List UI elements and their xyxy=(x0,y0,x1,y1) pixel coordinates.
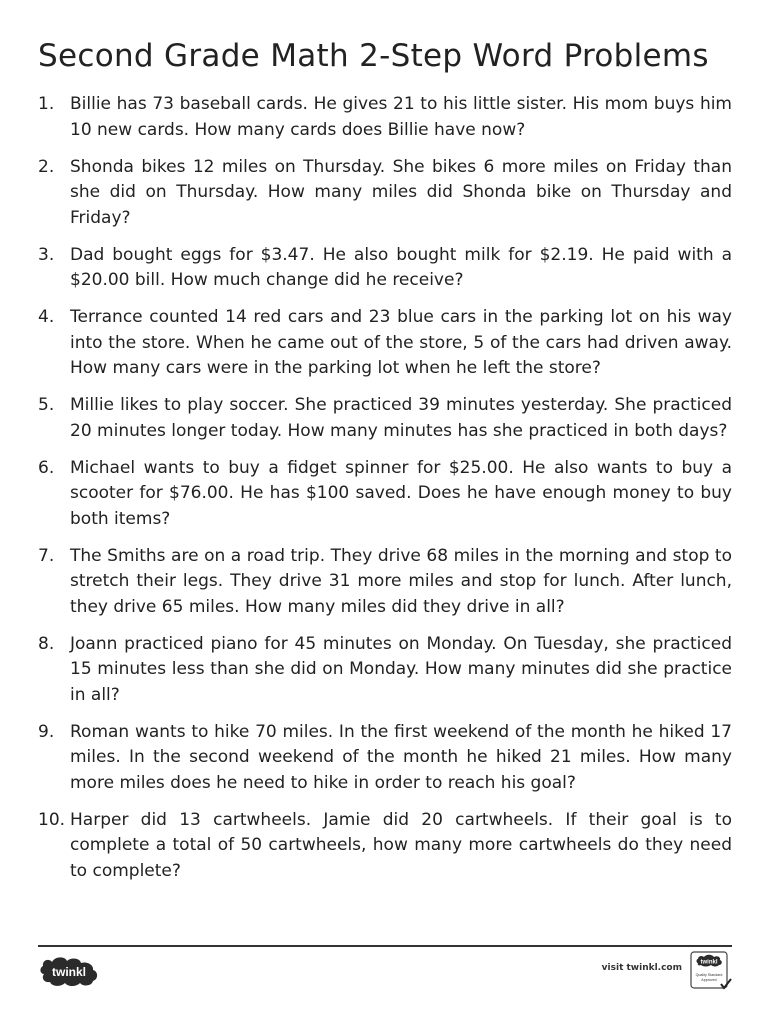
twinkl-logo xyxy=(38,954,100,988)
problem-item xyxy=(38,544,732,621)
problem-text: Harper did 13 cartwheels. Jamie did 20 cartwheels. If their goal is to complete a total of 50 cartwheels, how many more cartwheels do they need to complete? xyxy=(70,809,732,881)
problem-text: Terrance counted 14 red cars and 23 blue cars in the parking lot on his way into the store. When he came out of the store, 5 of the cars had driven away. How many cars were in the parking lot when he left the store? xyxy=(70,307,732,378)
problem-item xyxy=(38,808,732,885)
problem-text: Dad bought eggs for $3.47. He also bought milk for $2.19. He paid with a $20.00 bill. How much change did he receive? xyxy=(70,244,732,290)
logo-text: twinkl xyxy=(51,965,87,979)
problem-number: 2. xyxy=(38,156,55,177)
problem-item xyxy=(38,305,732,382)
problem-text: Michael wants to buy a fidget spinner for $25.00. He also wants to buy a scooter for $76.00. He has $100 saved. Does he have enough money to buy both items? xyxy=(70,457,732,529)
problem-list xyxy=(38,92,732,896)
problem-number: 3. xyxy=(38,244,55,265)
problem-number: 5. xyxy=(38,395,55,415)
problem-item xyxy=(38,632,732,709)
problem-item xyxy=(38,393,732,444)
problem-item xyxy=(38,243,732,294)
problem-item xyxy=(38,456,732,533)
problem-item xyxy=(38,720,732,797)
problem-number: 7. xyxy=(38,545,55,566)
badge-line1: Quality Standard xyxy=(695,973,723,977)
problem-text: Shonda bikes 12 miles on Thursday. She bikes 6 more miles on Friday than she did on Thursday. How many miles did Shonda bike on Thursday and Friday? xyxy=(70,156,732,228)
problem-text: Roman wants to hike 70 miles. In the first weekend of the month he hiked 17 miles. In the second weekend of the month he hiked 21 miles. How many more miles does he need to hike in order to reach his goal? xyxy=(70,721,732,793)
problem-item xyxy=(38,92,732,143)
visit-twinkl-link[interactable]: visit twinkl.com xyxy=(601,963,682,973)
page-title: Second Grade Math 2-Step Word Problems xyxy=(38,38,709,74)
quality-standard-badge xyxy=(690,951,732,991)
problem-text: Millie likes to play soccer. She practiced 39 minutes yesterday. She practiced 20 minutes longer today. How many minutes has she practiced in both days? xyxy=(70,395,732,441)
badge-line2: Approved xyxy=(701,978,717,982)
problem-number: 4. xyxy=(38,307,55,327)
problem-number: 9. xyxy=(38,721,55,742)
problem-text: The Smiths are on a road trip. They drive 68 miles in the morning and stop to stretch their legs. They drive 31 more miles and stop for lunch. After lunch, they drive 65 miles. How many miles did they drive in all? xyxy=(70,545,732,617)
problem-number: 8. xyxy=(38,633,55,654)
problem-text: Joann practiced piano for 45 minutes on Monday. On Tuesday, she practiced 15 minutes less than she did on Monday. How many minutes did she practice in all? xyxy=(70,633,732,705)
problem-number: 1. xyxy=(38,94,55,114)
badge-brand: twinkl xyxy=(700,959,718,966)
problem-text: Billie has 73 baseball cards. He gives 21 to his little sister. His mom buys him 10 new cards. How many cards does Billie have now? xyxy=(70,94,732,140)
problem-number: 10. xyxy=(38,809,66,830)
footer-divider xyxy=(38,945,732,947)
problem-number: 6. xyxy=(38,457,55,478)
problem-item xyxy=(38,155,732,232)
